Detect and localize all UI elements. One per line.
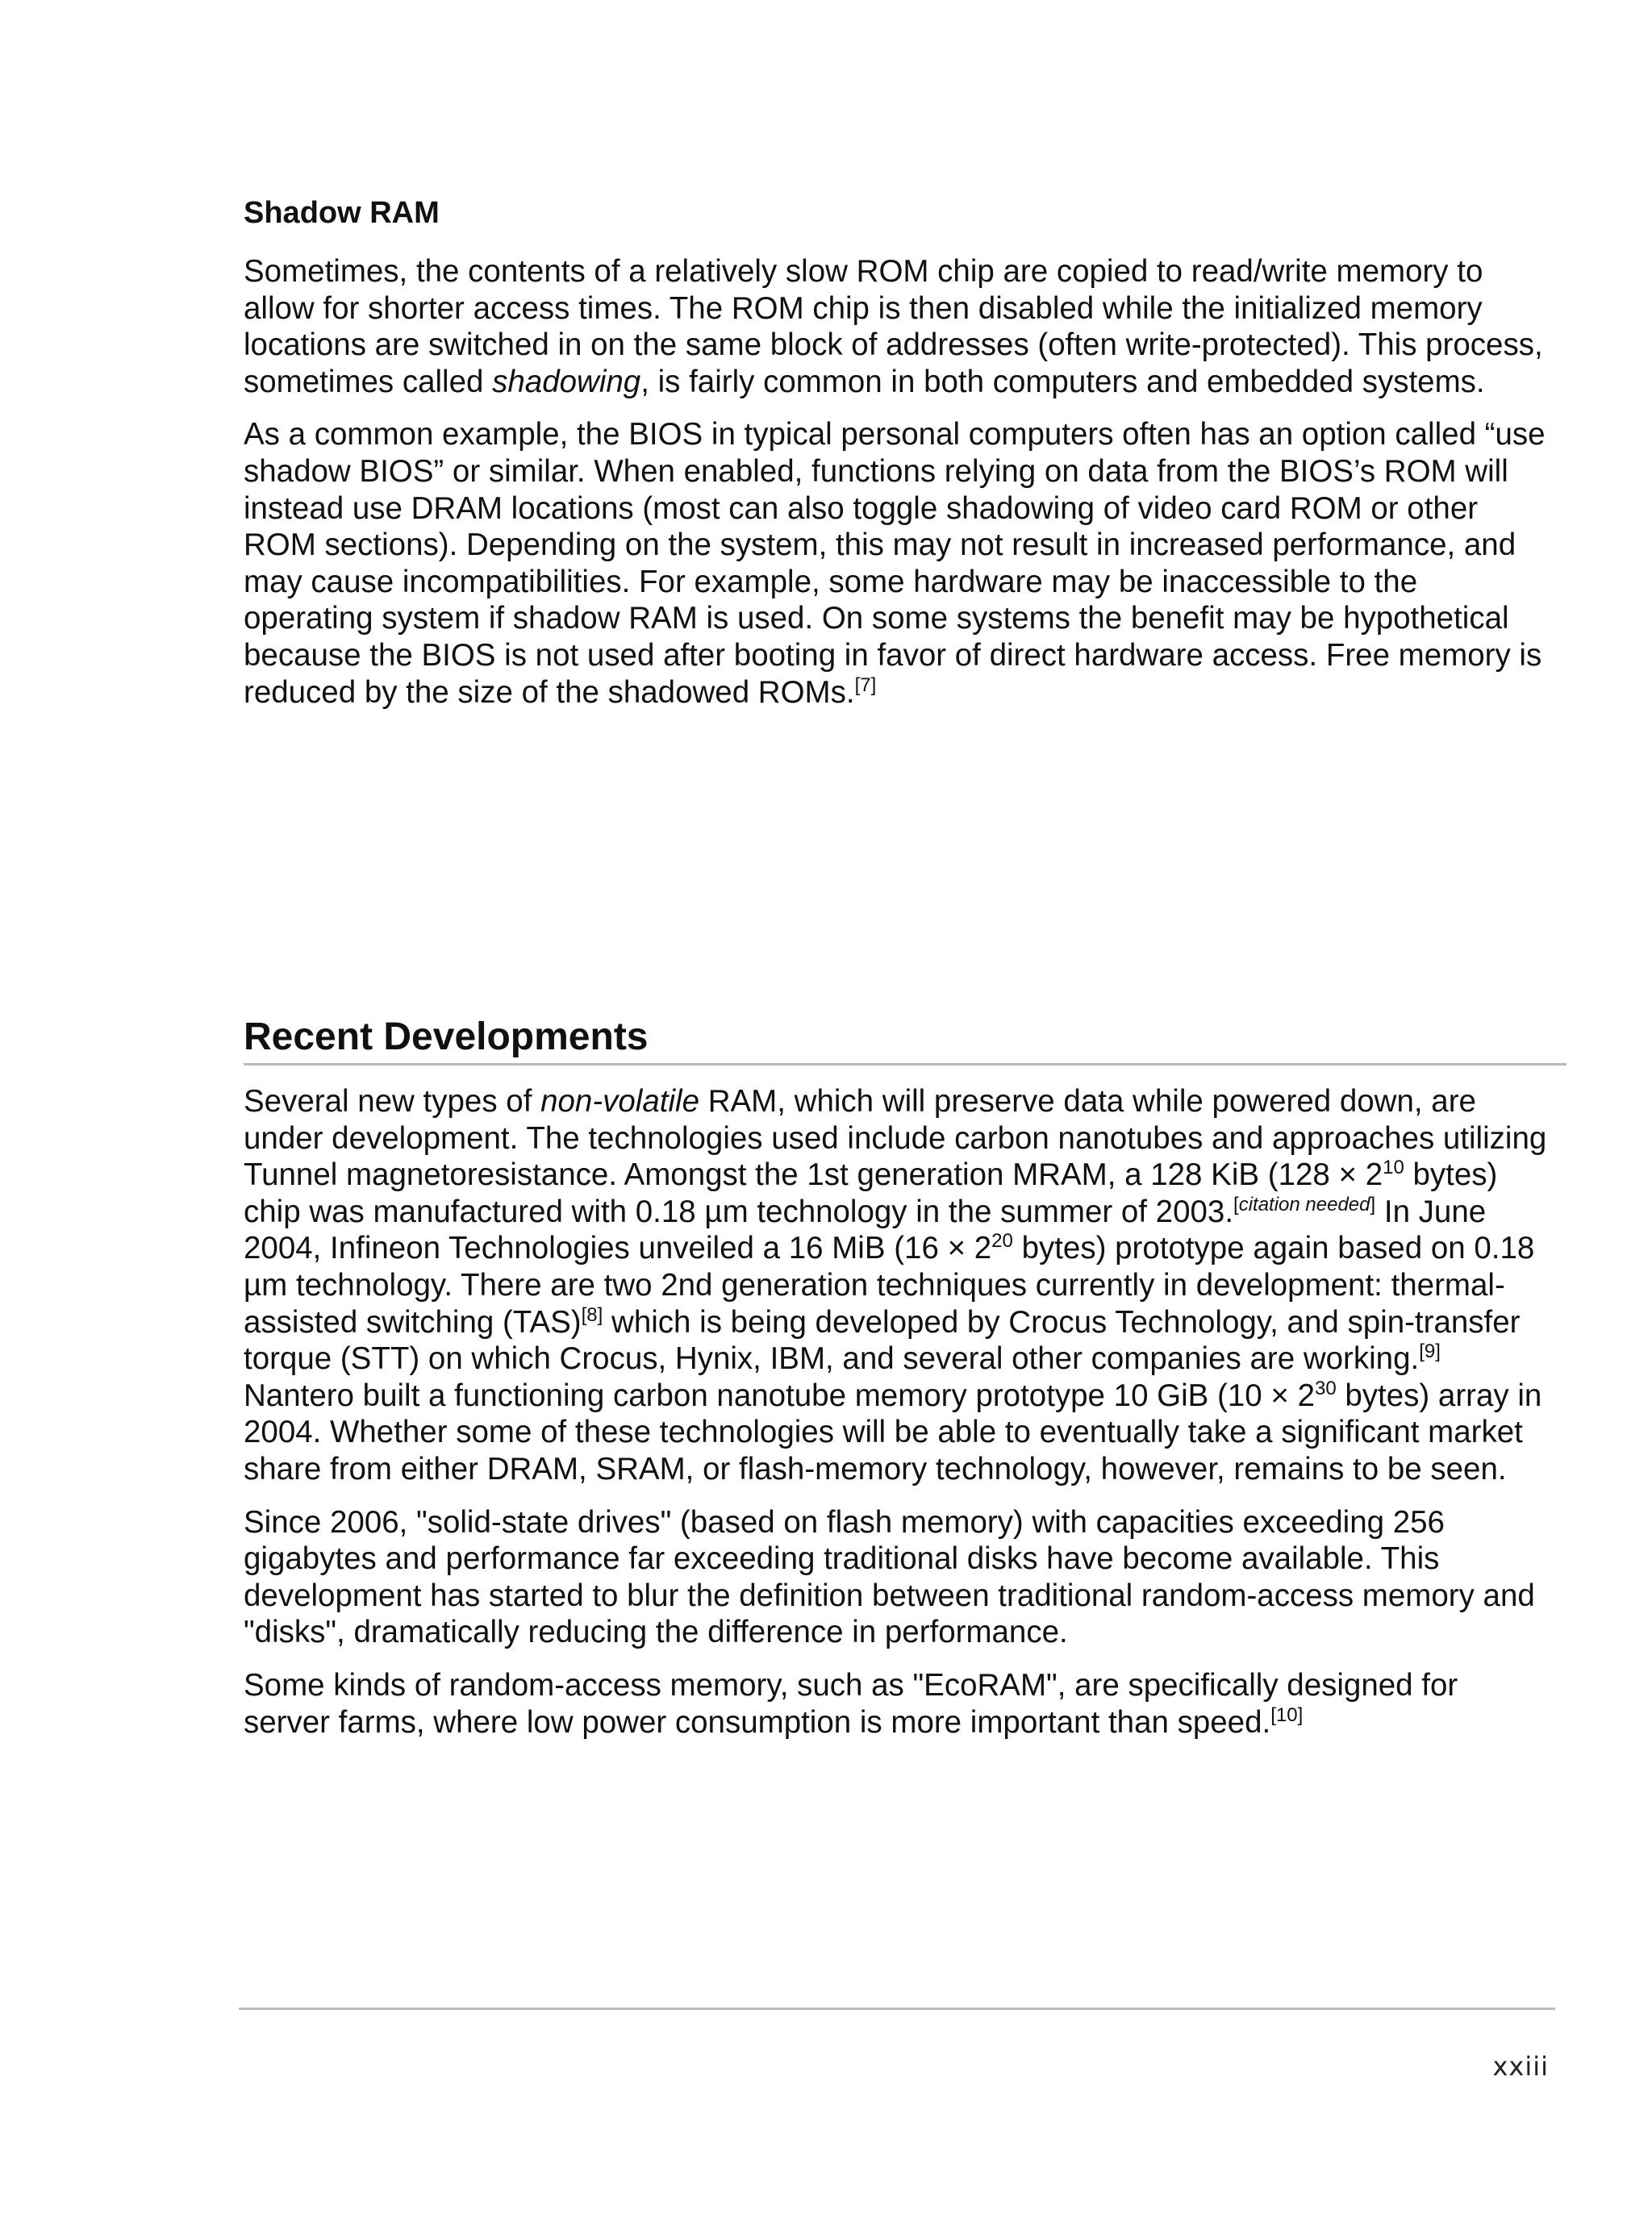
text-run: bytes) prototype again based on 0.18 µm technology. There are two 2nd generation techniques currently in development: thermal-assisted switching (TAS) <box>244 1231 1535 1340</box>
shadow-ram-paragraph-2 <box>244 416 1552 711</box>
footer-divider <box>239 2008 1555 2010</box>
page-number: xxiii <box>1492 2051 1549 2082</box>
reference-link[interactable]: [10] <box>1270 1703 1304 1726</box>
citation-needed-text: citation needed <box>1238 1193 1370 1215</box>
reference-link[interactable]: [8] <box>581 1303 603 1326</box>
text-run: Sometimes, the contents of a relatively slow ROM chip are copied to read/write memory to allow for shorter access times. The ROM chip is then disabled while the initialized memory locations are switched in on the same block of addresses (often write-protected). This process, sometimes called <box>244 254 1543 399</box>
exponent: 30 <box>1315 1377 1337 1399</box>
shadow-ram-section <box>244 192 1552 727</box>
text-run: Some kinds of random-access memory, such as "EcoRAM", are specifically designed for server farms, where low power consumption is more important than speed. <box>244 1667 1458 1740</box>
recent-developments-paragraph-1 <box>244 1083 1552 1488</box>
exponent: 20 <box>991 1230 1013 1253</box>
shadow-ram-heading: Shadow RAM <box>244 196 440 230</box>
recent-developments-paragraph-2: Since 2006, "solid-state drives" (based on flash memory) with capacities exceeding 256 gigabytes and performance far exceeding traditional disks have become available. This development has started to blur the definition between traditional random-access memory and "disks", dramatically reducing the difference in performance. <box>244 1504 1535 1650</box>
exponent: 10 <box>1383 1157 1404 1179</box>
shadow-ram-paragraph-1 <box>244 253 1552 400</box>
citation-needed[interactable] <box>1233 1194 1375 1215</box>
text-run: RAM, which will preserve data while powered down, are under development. The technologies used include carbon nanotubes and approaches utilizing Tunnel magnetoresistance. Amongst the 1st generation MRAM, a 128 KiB (128 × 2 <box>244 1084 1547 1193</box>
recent-developments-heading: Recent Developments <box>244 1013 1566 1065</box>
text-run: , is fairly common in both computers and embedded systems. <box>640 364 1485 399</box>
text-run: Several new types of <box>244 1084 541 1119</box>
text-run: bytes) array in 2004. Whether some of these technologies will be able to eventually take a significant market share from either DRAM, SRAM, or flash-memory technology, however, remains to be seen. <box>244 1378 1542 1487</box>
italic-term: non-volatile <box>540 1084 699 1119</box>
citation-bracket: [ <box>1233 1193 1239 1215</box>
reference-link[interactable]: [7] <box>854 673 877 696</box>
citation-bracket: ] <box>1370 1193 1376 1215</box>
italic-term: shadowing <box>492 364 641 399</box>
text-run: bytes) chip was manufactured with 0.18 µm technology in the summer of 2003. <box>244 1157 1498 1229</box>
text-run: Nantero built a functioning carbon nanotube memory prototype 10 GiB (10 × 2 <box>244 1378 1315 1413</box>
recent-developments-paragraph-3 <box>244 1667 1552 1741</box>
reference-link[interactable]: [9] <box>1419 1341 1441 1363</box>
text-run: In June 2004, Infineon Technologies unveiled a 16 MiB (16 × 2 <box>244 1194 1487 1266</box>
text-run: As a common example, the BIOS in typical personal computers often has an option called “use shadow BIOS” or similar. When enabled, functions relying on data from the BIOS’s ROM will instead use DRAM locations (most can also toggle shadowing of video card ROM or other ROM sections). Depending on the system, this may not result in increased performance, and may cause incompatibilities. For example, some hardware may be inaccessible to the operating system if shadow RAM is used. On some systems the benefit may be hypothetical because the BIOS is not used after booting in favor of direct hardware access. Free memory is reduced by the size of the shadowed ROMs. <box>244 417 1546 710</box>
recent-developments-section <box>244 1013 1552 1757</box>
text-run: which is being developed by Crocus Technology, and spin-transfer torque (STT) on which Crocus, Hynix, IBM, and several other companies are working. <box>244 1304 1521 1377</box>
